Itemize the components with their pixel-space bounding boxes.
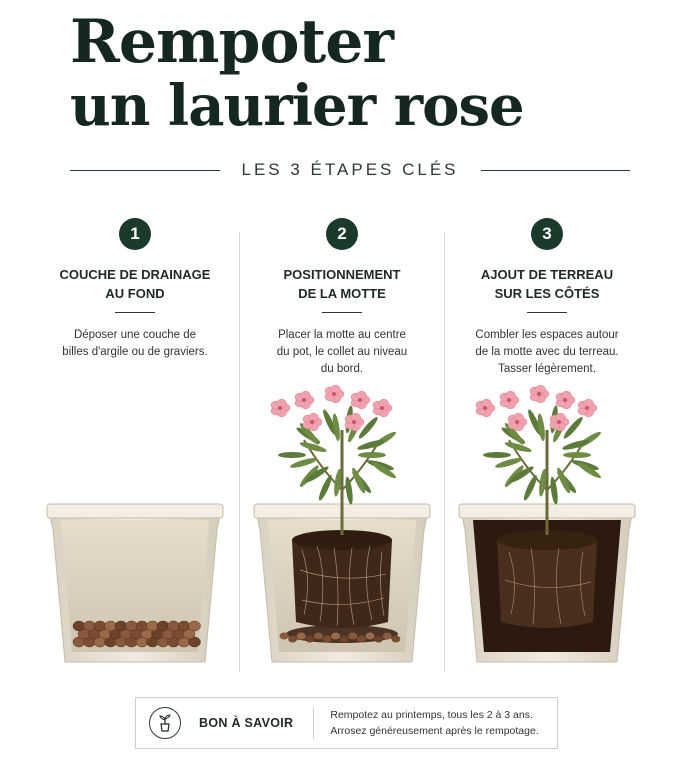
page-title <box>70 7 630 140</box>
step-heading <box>242 265 442 303</box>
subtitle-row <box>70 158 630 182</box>
column-divider <box>239 232 240 672</box>
step-heading-line: AU FOND <box>105 286 165 301</box>
pot-with-root-ball-illustration <box>242 370 442 670</box>
step-heading-line: SUR LES CÔTÉS <box>494 286 600 301</box>
step-description-line: du bord. <box>320 363 364 375</box>
step-number-badge: 1 <box>119 218 151 250</box>
step-divider <box>527 312 567 313</box>
step-1 <box>35 218 235 361</box>
tip-box <box>135 697 558 749</box>
subtitle-rule-right <box>481 170 631 171</box>
step-3 <box>447 218 647 378</box>
step-heading <box>447 265 647 303</box>
step-description <box>35 327 235 361</box>
step-description-line: billes d'argile ou de graviers. <box>62 346 208 358</box>
step-heading <box>35 265 235 303</box>
tip-text-line: Rempotez au printemps, tous les 2 à 3 ans. <box>330 709 533 721</box>
subtitle-rule-left <box>70 170 220 171</box>
tip-divider <box>313 707 314 739</box>
step-description-line: Tasser légèrement. <box>498 363 596 375</box>
potted-plant-icon <box>149 707 181 739</box>
pot-filled-with-soil-illustration <box>447 370 647 670</box>
step-description-line: du pot, le collet au niveau <box>276 346 408 358</box>
title-line-1: Rempoter <box>70 7 393 77</box>
tip-text <box>330 707 538 739</box>
step-description-line: de la motte avec du terreau. <box>475 346 619 358</box>
subtitle: LES 3 ÉTAPES CLÉS <box>241 160 459 179</box>
step-2 <box>242 218 442 378</box>
step-divider <box>322 312 362 313</box>
step-heading-line: COUCHE DE DRAINAGE <box>59 267 211 282</box>
step-number-badge: 2 <box>326 218 358 250</box>
pot-with-clay-pebbles-illustration <box>35 370 235 670</box>
tip-label: BON À SAVOIR <box>199 716 294 730</box>
step-description-line: Placer la motte au centre <box>278 329 406 341</box>
step-heading-line: AJOUT DE TERREAU <box>480 267 614 282</box>
step-description-line: Combler les espaces autour <box>475 329 619 341</box>
step-number-badge: 3 <box>531 218 563 250</box>
tip-text-line: Arrosez généreusement après le rempotage. <box>330 725 539 737</box>
step-divider <box>115 312 155 313</box>
step-description-line: Déposer une couche de <box>73 329 197 341</box>
step-heading-line: DE LA MOTTE <box>298 286 386 301</box>
step-heading-line: POSITIONNEMENT <box>283 267 401 282</box>
column-divider <box>444 232 445 672</box>
title-line-2: un laurier rose <box>70 73 524 139</box>
